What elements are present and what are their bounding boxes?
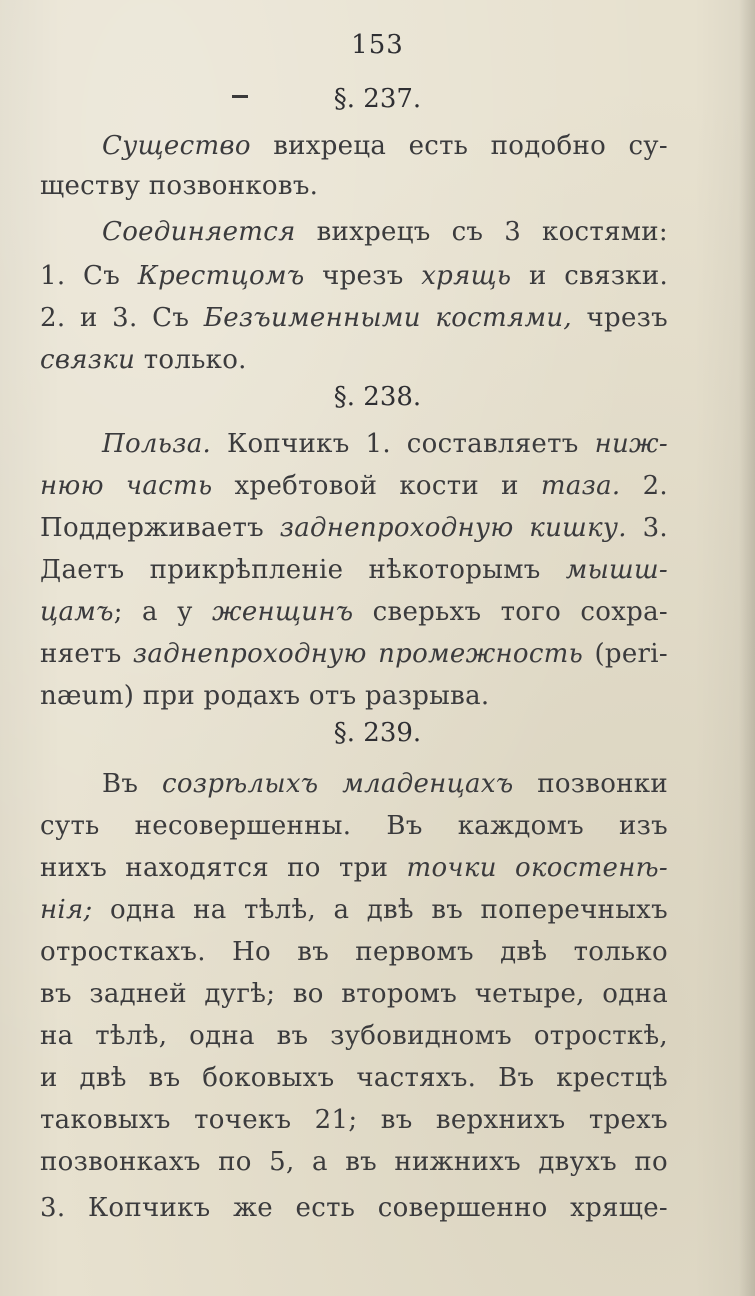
text-line <box>40 1016 668 1056</box>
text-run: 3. <box>626 513 668 543</box>
italic-term: Существо <box>102 131 251 161</box>
italic-term: заднепроходную кишку. <box>279 513 627 543</box>
text-line <box>40 848 668 888</box>
italic-term: цамъ <box>40 597 114 627</box>
text-line <box>40 298 668 338</box>
text-line <box>40 550 668 590</box>
italic-term: заднепроходную промежность <box>132 639 584 669</box>
italic-term: мышш- <box>565 555 668 585</box>
page-number: 153 <box>351 30 404 60</box>
text-line <box>102 424 668 464</box>
text-run: næum) при родахъ отъ разрыва. <box>40 681 490 711</box>
text-run: 3. Копчикъ же есть совершенно хряще- <box>40 1193 668 1223</box>
text-run: въ задней дугѣ; во второмъ четыре, одна <box>40 979 668 1009</box>
text-run: Въ <box>102 769 163 799</box>
text-run: только. <box>135 345 247 375</box>
text-run: и двѣ въ боковыхъ частяхъ. Въ крестцѣ <box>40 1063 668 1093</box>
text-line <box>40 466 668 506</box>
text-run: вихрецъ съ 3 костями: <box>295 217 668 247</box>
text-run: 2. <box>620 471 668 501</box>
section-heading-239: §. 239. <box>333 718 422 748</box>
italic-term: хрящь <box>421 261 512 291</box>
text-run: отросткахъ. Но въ первомъ двѣ только <box>40 937 668 967</box>
text-run: сверьхъ того сохра- <box>353 597 668 627</box>
text-run: на тѣлѣ, одна въ зубовидномъ отросткѣ, <box>40 1021 668 1051</box>
page-edge-shadow <box>739 0 755 1296</box>
text-run: няетъ <box>40 639 133 669</box>
italic-term: женщинъ <box>211 597 354 627</box>
text-run: (peri- <box>583 639 668 669</box>
italic-term: нія; <box>40 895 93 925</box>
text-line <box>40 256 668 296</box>
text-line <box>40 1100 668 1140</box>
text-line <box>40 974 668 1014</box>
text-line <box>102 764 668 804</box>
text-line <box>40 508 668 548</box>
italic-term: ниж- <box>594 429 668 459</box>
text-run: хребтовой кости и <box>212 471 541 501</box>
section-heading-238: §. 238. <box>333 382 422 412</box>
text-run: ществу позвонковъ. <box>40 171 319 201</box>
text-line <box>40 890 668 930</box>
italic-term: нюю часть <box>40 471 213 501</box>
italic-term: Безъименными костями, <box>203 303 572 333</box>
text-line <box>40 166 668 206</box>
text-line <box>40 1142 668 1182</box>
text-run: вихреца есть подобно су- <box>250 131 668 161</box>
text-line <box>40 676 668 716</box>
text-run: Копчикъ 1. составляетъ <box>211 429 595 459</box>
text-run: 1. Съ <box>40 261 138 291</box>
text-run: позвонки <box>513 769 668 799</box>
section-heading-237: §. 237. <box>333 84 422 114</box>
text-run: одна на тѣлѣ, а двѣ въ поперечныхъ <box>92 895 668 925</box>
text-run: нихъ находятся по три <box>40 853 407 883</box>
text-line <box>40 592 668 632</box>
text-line <box>40 1188 668 1228</box>
italic-term: точки окостенѣ- <box>406 853 668 883</box>
italic-term: Соединяется <box>102 217 296 247</box>
text-run: чрезъ <box>304 261 422 291</box>
text-line <box>40 340 668 380</box>
text-line <box>102 212 668 252</box>
text-line <box>102 126 668 166</box>
italic-term: Польза. <box>102 429 212 459</box>
italic-term: созрѣлыхъ младенцахъ <box>162 769 514 799</box>
text-run: суть несовершенны. Въ каждомъ изъ <box>40 811 668 841</box>
text-run: позвонкахъ по 5, а въ нижнихъ двухъ по <box>40 1147 668 1177</box>
text-line <box>40 932 668 972</box>
text-run: 2. и 3. Съ <box>40 303 204 333</box>
text-run: и связки. <box>511 261 669 291</box>
italic-term: Крестцомъ <box>137 261 305 291</box>
text-run: чрезъ <box>571 303 668 333</box>
text-line <box>40 806 668 846</box>
text-run: таковыхъ точекъ 21; въ верхнихъ трехъ <box>40 1105 668 1135</box>
text-run: Поддерживаетъ <box>40 513 280 543</box>
text-run: Даетъ прикрѣпленіе нѣкоторымъ <box>40 555 566 585</box>
italic-term: связки <box>40 345 136 375</box>
text-line <box>40 1058 668 1098</box>
text-run: ; а у <box>113 597 212 627</box>
text-line <box>40 634 668 674</box>
italic-term: таза. <box>540 471 621 501</box>
